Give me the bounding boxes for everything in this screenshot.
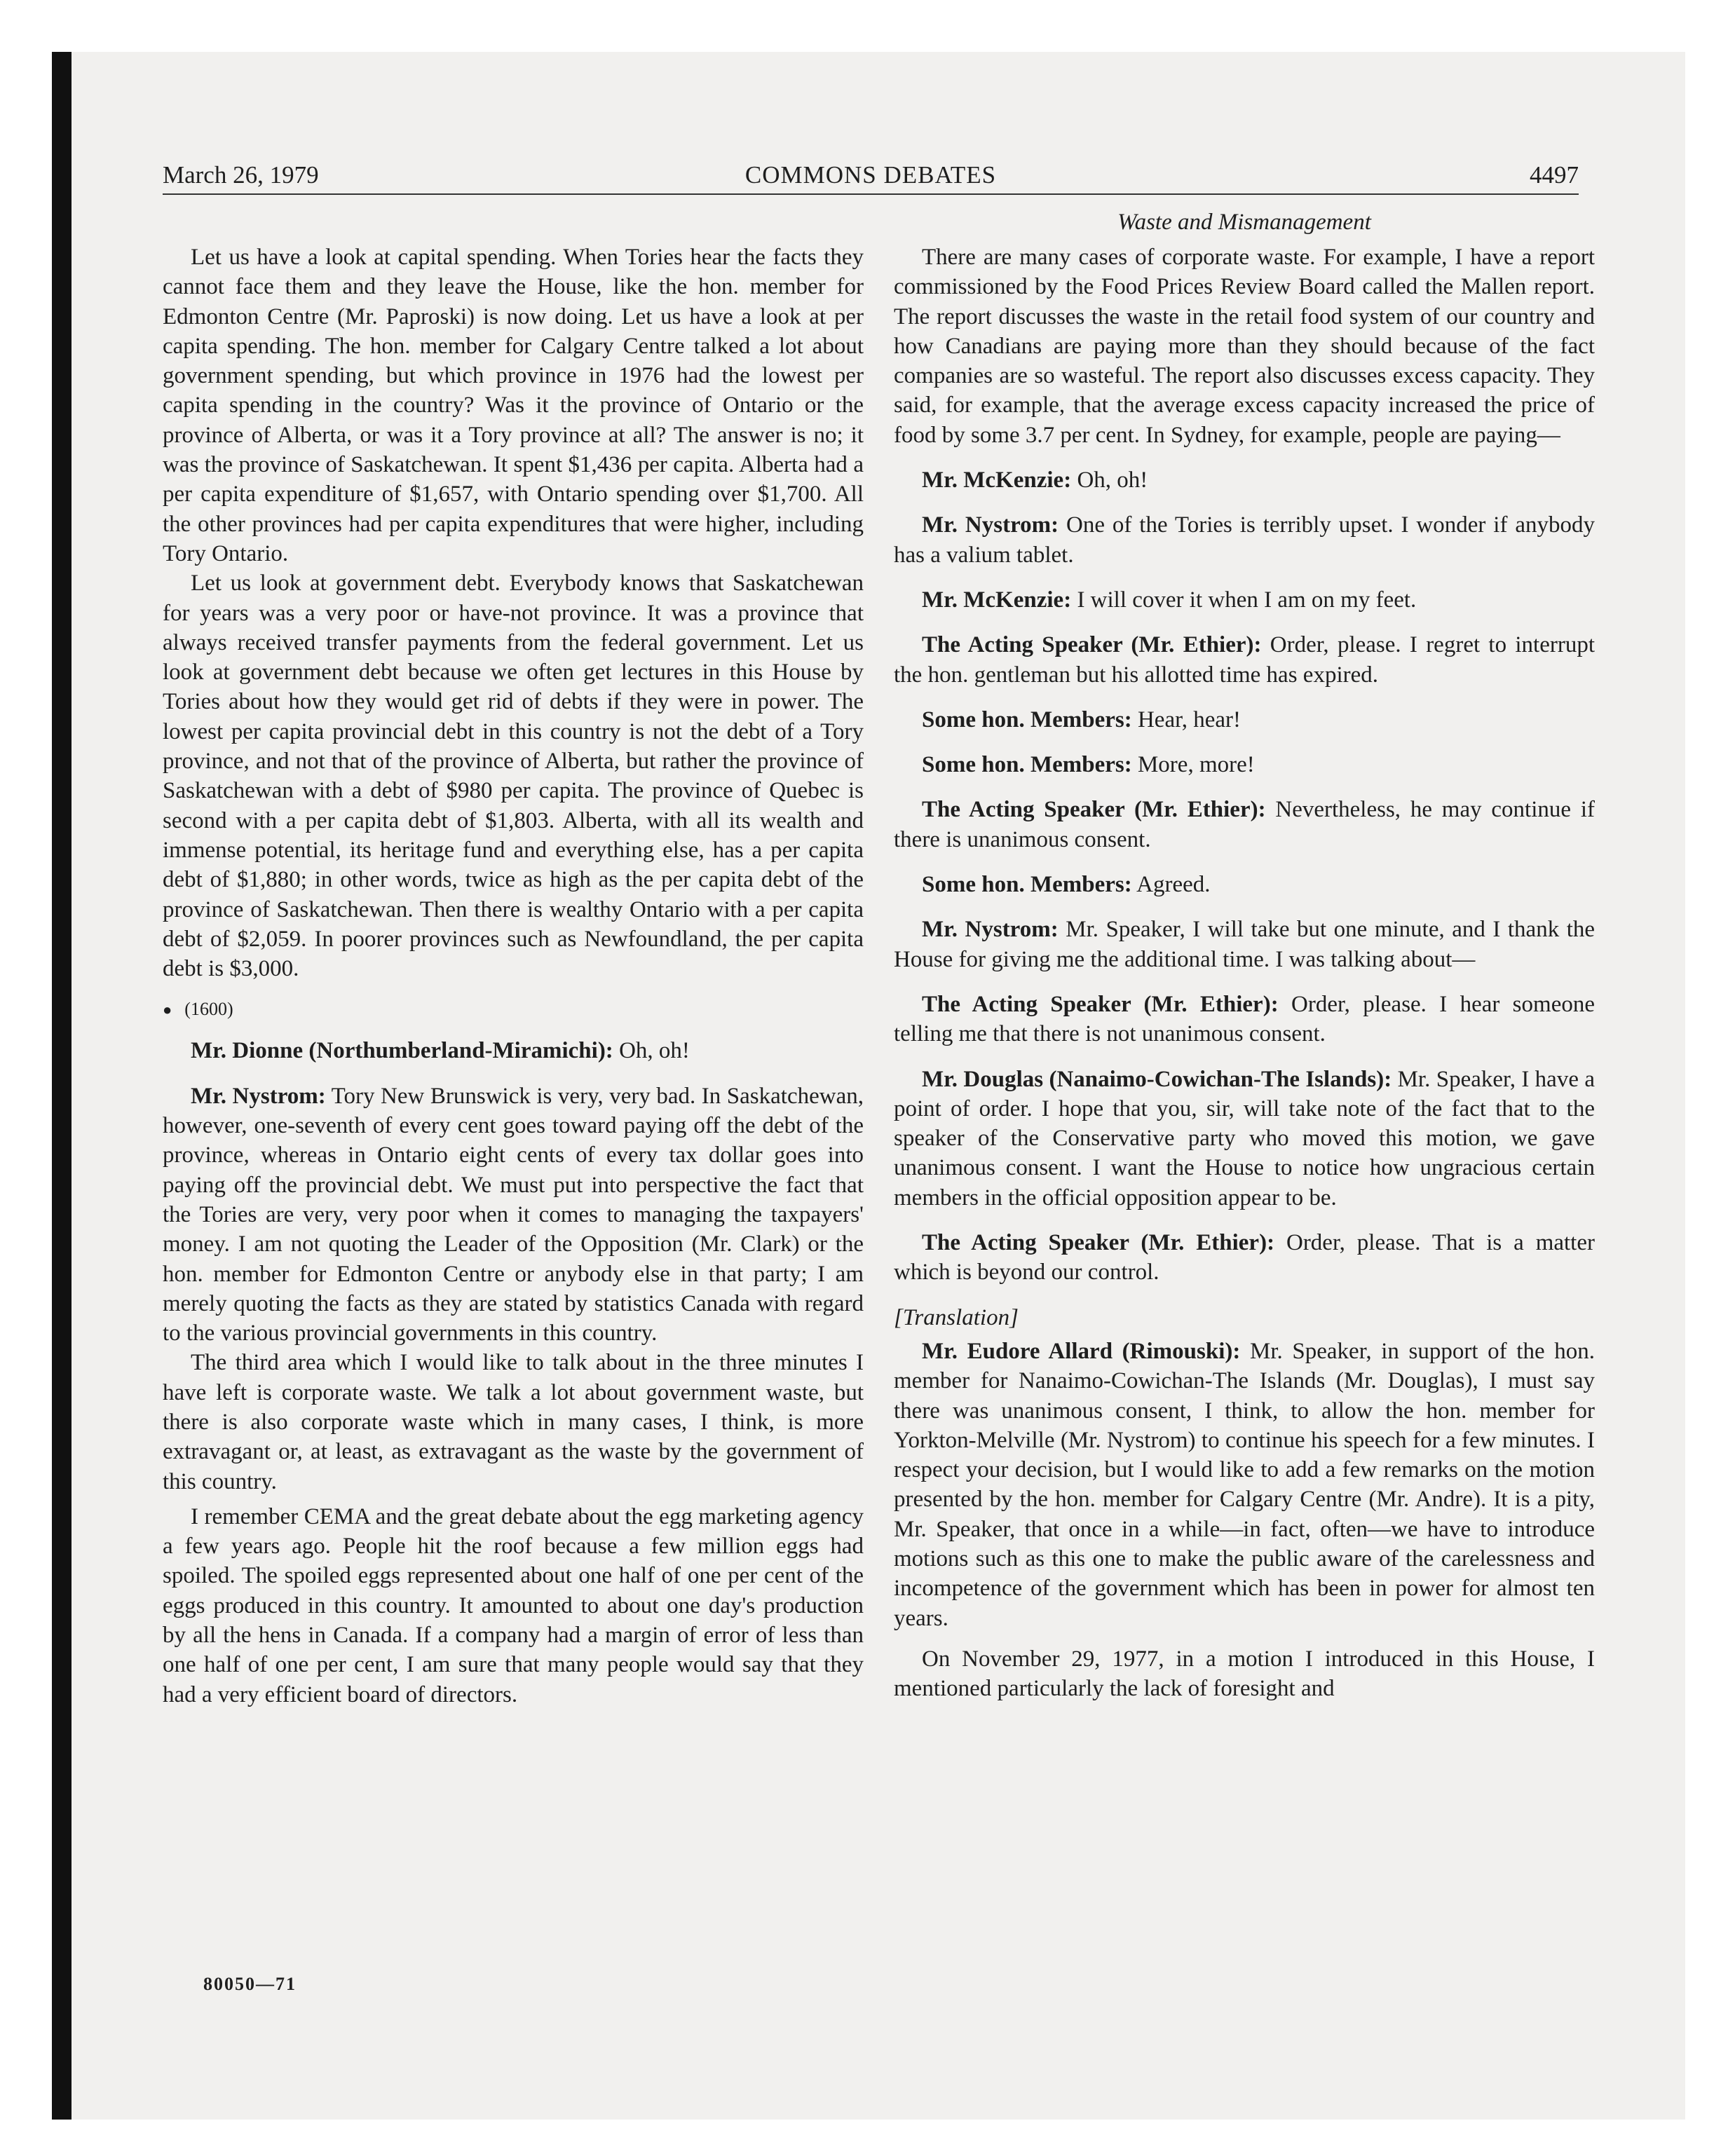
speech-text: Order, please. That is a matter which is beyond our control. <box>894 1230 1595 1285</box>
speech-text: More, more! <box>1137 752 1255 778</box>
section-heading: Waste and Mismanagement <box>1117 210 1371 235</box>
speech-text: Nevertheless, he may continue if there is unanimous consent. <box>894 797 1595 852</box>
speech-entry <box>894 795 1595 854</box>
timestamp-label: (1600) <box>184 999 233 1020</box>
paragraph: Let us have a look at capital spending. When Tories hear the facts they cannot face them and they leave the House, like the hon. member for Edmonton Centre (Mr. Paproski) is now doing. Let us have a look at per capita spending. The hon. member for Calgary Centre talked a lot about government spending, but which province in 1976 had the lowest per capita spending in the country? Was it the province of Ontario or the province of Alberta, or was it a Tory province at all? The answer is no; it was the province of Saskatchewan. It spent $1,436 per capita. Alberta had a per capita expenditure of $1,657, with Ontario spending over $1,700. All the other provinces had per capita expenditures that were higher, including Tory Ontario. <box>163 245 864 566</box>
speech-text: Hear, hear! <box>1137 707 1241 732</box>
speech-entry <box>894 870 1595 899</box>
speech-entry <box>894 990 1595 1049</box>
speech-text: Agreed. <box>1136 872 1211 898</box>
speaker-name: Some hon. Members: <box>922 872 1132 898</box>
right-column <box>894 243 1595 1703</box>
header-date: March 26, 1979 <box>163 161 319 189</box>
speech-entry <box>163 1036 864 1065</box>
speech-text: Mr. Speaker, I will take but one minute, and I thank the House for giving me the additional time. I was talking about— <box>894 917 1595 972</box>
speaker-name: Some hon. Members: <box>922 707 1132 732</box>
speech-text: I will cover it when I am on my feet. <box>1077 587 1417 613</box>
speech-entry <box>163 1082 864 1349</box>
timestamp-marker <box>163 999 864 1021</box>
speech-text: Order, please. I regret to interrupt the hon. gentleman but his allotted time has expired. <box>894 632 1595 688</box>
speech-text: Order, please. I hear someone telling me that there is not unanimous consent. <box>894 991 1595 1047</box>
speech-text: Oh, oh! <box>619 1038 690 1064</box>
speaker-name: The Acting Speaker (Mr. Ethier): <box>922 1230 1275 1256</box>
speech-entry <box>894 630 1595 690</box>
speech-entry <box>894 510 1595 570</box>
footer-code: 80050—71 <box>203 1974 297 1994</box>
paragraph: The third area which I would like to talk about in the three minutes I have left is corporate waste. We talk a lot about government waste, but there is also corporate waste which in many cases, I think, is more extravagant or, at least, as extravagant as the waste by the government of this country. <box>163 1350 864 1494</box>
scan-binding-edge <box>52 52 72 2120</box>
speech-entry <box>894 1337 1595 1633</box>
paragraph: There are many cases of corporate waste. For example, I have a report commissioned by the Food Prices Review Board called the Mallen report. The report discusses the waste in the retail food system of our country and how Canadians are paying more than they should because of the fact companies are so wasteful. The report also discusses excess capacity. They said, for example, that the average excess capacity increased the price of food by some 3.7 per cent. In Sydney, for example, people are paying— <box>894 245 1595 448</box>
speaker-name: Some hon. Members: <box>922 752 1132 778</box>
speaker-name: The Acting Speaker (Mr. Ethier): <box>922 632 1262 658</box>
translation-tag: [Translation] <box>894 1304 1019 1330</box>
speech-text: Mr. Speaker, I have a point of order. I hope that you, sir, will take note of the fact that to the speaker of the Conservative party who moved this motion, we gave unanimous consent. I want the House to notice how ungracious certain members in the official opposition appear to be. <box>894 1066 1595 1210</box>
bullet-icon: ● <box>163 1001 172 1019</box>
paragraph: Let us look at government debt. Everybody knows that Saskatchewan for years was a very poor or have-not province. It was a province that always received transfer payments from the federal government. Let us look at government debt because we often get lectures in this House by Tories about how they would get rid of debts if they were in power. The lowest per capita provincial debt in this country is not the debt of a Tory province, and not that of the province of Alberta, but rather the province of Saskatchewan with a debt of $980 per capita. The province of Quebec is second with a per capita debt of $1,803. Alberta, with all its wealth and immense potential, its heritage fund and everything else, has a per capita debt of $1,880; in other words, twice as high as the per capita debt of the province of Saskatchewan. Then there is wealthy Ontario with a per capita debt of $2,059. In poorer provinces such as Newfoundland, the per capita debt is $3,000. <box>163 571 864 982</box>
paragraph: On November 29, 1977, in a motion I introduced in this House, I mentioned particularly the lack of foresight and <box>894 1646 1595 1702</box>
speech-text: Oh, oh! <box>1077 468 1148 493</box>
speech-entry <box>894 465 1595 495</box>
header-page-number: 4497 <box>1530 161 1579 189</box>
speaker-name: Mr. Douglas (Nanaimo-Cowichan-The Islands): <box>922 1066 1392 1092</box>
speaker-name: Mr. McKenzie: <box>922 468 1072 493</box>
speaker-name: Mr. Eudore Allard (Rimouski): <box>922 1338 1241 1364</box>
speech-text: Mr. Speaker, in support of the hon. member for Nanaimo-Cowichan-The Islands (Mr. Douglas), I must say there was unanimous consent, I think, to allow the hon. member for Yorkton-Melville (Mr. Nystrom) to continue his speech for a few minutes. I respect your decision, but I would like to add a few remarks on the motion presented by the hon. member for Calgary Centre (Mr. Andre). It is a pity, Mr. Speaker, that once in a while—in fact, often—we have to introduce motions such as this one to make the public aware of the carelessness and incompetence of the government which has been in power for almost ten years. <box>894 1338 1595 1631</box>
header-title: COMMONS DEBATES <box>744 161 997 189</box>
speech-entry <box>894 705 1595 735</box>
speaker-name: Mr. Dionne (Northumberland-Miramichi): <box>191 1038 613 1064</box>
speaker-name: Mr. Nystrom: <box>191 1083 326 1109</box>
speech-entry <box>894 915 1595 974</box>
speaker-name: The Acting Speaker (Mr. Ethier): <box>922 797 1266 823</box>
speech-entry <box>894 750 1595 779</box>
page-header <box>163 158 1579 193</box>
speaker-name: Mr. Nystrom: <box>922 512 1059 538</box>
speech-text: One of the Tories is terribly upset. I wonder if anybody has a valium tablet. <box>894 512 1595 568</box>
speaker-name: Mr. McKenzie: <box>922 587 1072 613</box>
paragraph: I remember CEMA and the great debate about the egg marketing agency a few years ago. People hit the roof because a few million eggs had spoiled. The spoiled eggs represented about one half of one per cent of the eggs produced in this country. It amounted to about one day's production by all the hens in Canada. If a company had a margin of error of less than one half of one per cent, I am sure that many people would say that they had a very efficient board of directors. <box>163 1503 864 1707</box>
speech-entry <box>894 1065 1595 1213</box>
left-column <box>163 243 864 1710</box>
speaker-name: Mr. Nystrom: <box>922 917 1059 943</box>
speech-entry <box>894 585 1595 615</box>
speech-text: Tory New Brunswick is very, very bad. In Saskatchewan, however, one-seventh of every cent goes toward paying off the debt of the province, whereas in Ontario eight cents of every tax dollar goes into paying off the provincial debt. We must put into perspective the fact that the Tories are very, very poor when it comes to managing the taxpayers' money. I am not quoting the Leader of the Opposition (Mr. Clark) or the hon. member for Edmonton Centre or anybody else in that party; I am merely quoting the facts as they are stated by statistics Canada with regard to the various provincial governments in this country. <box>163 1083 864 1346</box>
header-rule <box>163 193 1579 195</box>
speech-entry <box>894 1228 1595 1288</box>
speaker-name: The Acting Speaker (Mr. Ethier): <box>922 991 1279 1017</box>
